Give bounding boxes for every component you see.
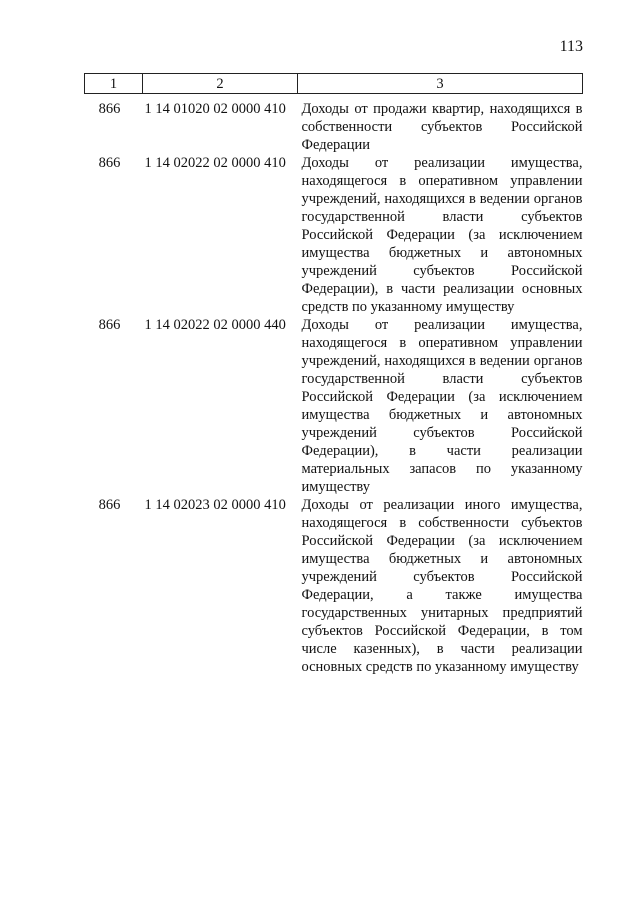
budget-code-cell: 1 14 02023 02 0000 410	[144, 497, 286, 513]
header-row	[85, 74, 583, 94]
description-cell: Доходы от реализации имущества, находящегося в оперативном управлении учреждений, находящихся в ведении органов государственной власти субъектов Российской Федерации (за исключением имущества бюджетных и автономных учреждений субъектов Российской Федерации), в части реализации основных средств по указанному имуществу	[301, 155, 583, 315]
agency-code-cell: 866	[98, 155, 121, 171]
revenue-code-table	[84, 73, 583, 676]
page-number: 113	[559, 38, 583, 55]
header-col-3: 3	[298, 74, 583, 94]
budget-code-cell: 1 14 01020 02 0000 410	[144, 101, 286, 117]
agency-code-cell: 866	[98, 497, 121, 513]
description-cell: Доходы от реализации имущества, находящегося в оперативном управлении учреждений, находящихся в ведении органов государственной власти субъектов Российской Федерации (за исключением имущества бюджетных и автономных учреждений субъектов Российской Федерации), в части реализации материальных запасов по указанному имуществу	[301, 317, 583, 495]
table-header	[85, 74, 583, 94]
table-body	[85, 94, 583, 677]
description-cell: Доходы от продажи квартир, находящихся в собственности субъектов Российской Федерации	[301, 101, 583, 153]
description-cell: Доходы от реализации иного имущества, находящегося в собственности субъектов Российской Федерации (за исключением имущества бюджетных и автономных учреждений субъектов Российской Федерации, а также имущества государственных унитарных предприятий субъектов Российской Федерации, в том числе казенных), в части реализации основных средств по указанному имуществу	[301, 497, 583, 675]
agency-code-cell: 866	[98, 101, 121, 117]
budget-code-cell: 1 14 02022 02 0000 410	[144, 155, 286, 171]
agency-code-cell: 866	[98, 317, 121, 333]
budget-code-cell: 1 14 02022 02 0000 440	[144, 317, 286, 333]
header-col-1: 1	[85, 74, 143, 94]
table-row	[85, 316, 583, 496]
table-row	[85, 94, 583, 155]
header-col-2: 2	[143, 74, 298, 94]
table-row	[85, 154, 583, 316]
table-row	[85, 496, 583, 676]
